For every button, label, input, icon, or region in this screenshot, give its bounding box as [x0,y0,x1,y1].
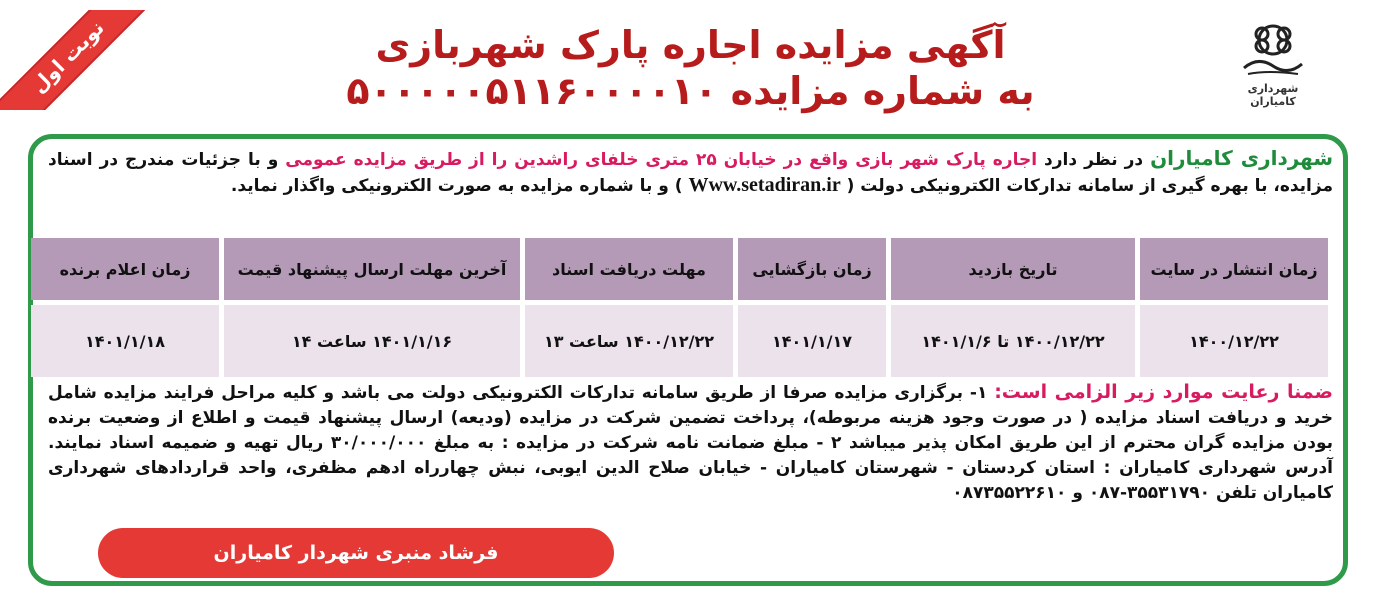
intro-highlight: اجاره پارک شهر بازی واقع در خیابان ۲۵ متری خلفای راشدین را از طریق مزایده عمومی [285,150,1038,170]
intro-text-2: و با جزئیات مندرج در اسناد مزایده، با بهره گیری از سامانه تدارکات الکترونیکی دولت ( [48,150,1333,196]
intro-paragraph [48,146,1333,199]
requirements-lead: ضمنا رعایت موارد زیر الزامی است: [994,381,1333,403]
value-visit-date: ۱۴۰۰/۱۲/۲۲ تا ۱۴۰۱/۱/۶ [891,305,1135,377]
first-publication-ribbon [0,10,164,110]
ribbon-band [0,10,164,110]
value-winner-announcement: ۱۴۰۱/۱/۱۸ [31,305,219,377]
mayor-signature: فرشاد منبری شهردار کامیاران [98,528,614,578]
municipality-emblem-icon [1238,18,1308,80]
logo-caption: شهرداری کامیاران [1247,82,1299,108]
intro-text-3: ) و با شماره مزایده به صورت الکترونیکی واگذار نماید. [230,176,689,196]
header-winner-announcement: زمان اعلام برنده [31,238,219,300]
header-bid-deadline: آخرین مهلت ارسال پیشنهاد قیمت [224,238,520,300]
value-documents-deadline: ۱۴۰۰/۱۲/۲۲ ساعت ۱۳ [525,305,733,377]
municipality-name: شهرداری کامیاران [1150,146,1334,170]
header-publish-date: زمان انتشار در سایت [1140,238,1328,300]
setadiran-link[interactable]: Www.setadiran.ir [688,174,841,196]
intro-text-1: در نظر دارد [1037,150,1151,170]
schedule-table [56,238,1328,372]
header-documents-deadline: مهلت دریافت اسناد [525,238,733,300]
title-line-2: به شماره مزایده ۵۰۰۰۰۰۵۱۱۶۰۰۰۰۱۰ [346,69,1035,113]
requirements-paragraph [48,380,1333,506]
header-opening-time: زمان بازگشایی [738,238,886,300]
header-visit-date: تاریخ بازدید [891,238,1135,300]
municipality-logo [1225,18,1321,118]
value-opening-time: ۱۴۰۱/۱/۱۷ [738,305,886,377]
value-publish-date: ۱۴۰۰/۱۲/۲۲ [1140,305,1328,377]
value-bid-deadline: ۱۴۰۱/۱/۱۶ ساعت ۱۴ [224,305,520,377]
notice-title [250,22,1131,114]
requirements-text: ۱- برگزاری مزایده صرفا از طریق سامانه تدارکات الکترونیکی دولت می باشد و کلیه مراحل فرایند مزایده شامل خرید و دریافت اسناد مزایده ( در صورت وجود هزینه مربوطه)، پرداخت تضمین شرکت در مزایده (ودیعه) ارسال پیشنهاد قیمت و اطلاع از وضعیت برنده بودن مزایده گران محترم از این طریق امکان پذیر میباشد ۲ - مبلغ ضمانت نامه شرکت در مزایده : به مبلغ ۳۰/۰۰۰/۰۰۰ ریال تهیه و ضمیمه اسناد نمایند. آدرس شهرداری کامیاران : استان کردستان - شهرستان کامیاران - خیابان صلاح الدین ایوبی، نبش چهارراه ادهم مظفری، واحد قراردادهای شهرداری کامیاران تلفن ۳۵۵۳۱۷۹۰-۰۸۷ و ۰۸۷۳۵۵۲۲۶۱۰ [48,383,1334,503]
ribbon-text: نوبت اول [26,15,109,98]
title-line-1: آگهی مزایده اجاره پارک شهربازی [375,23,1006,67]
